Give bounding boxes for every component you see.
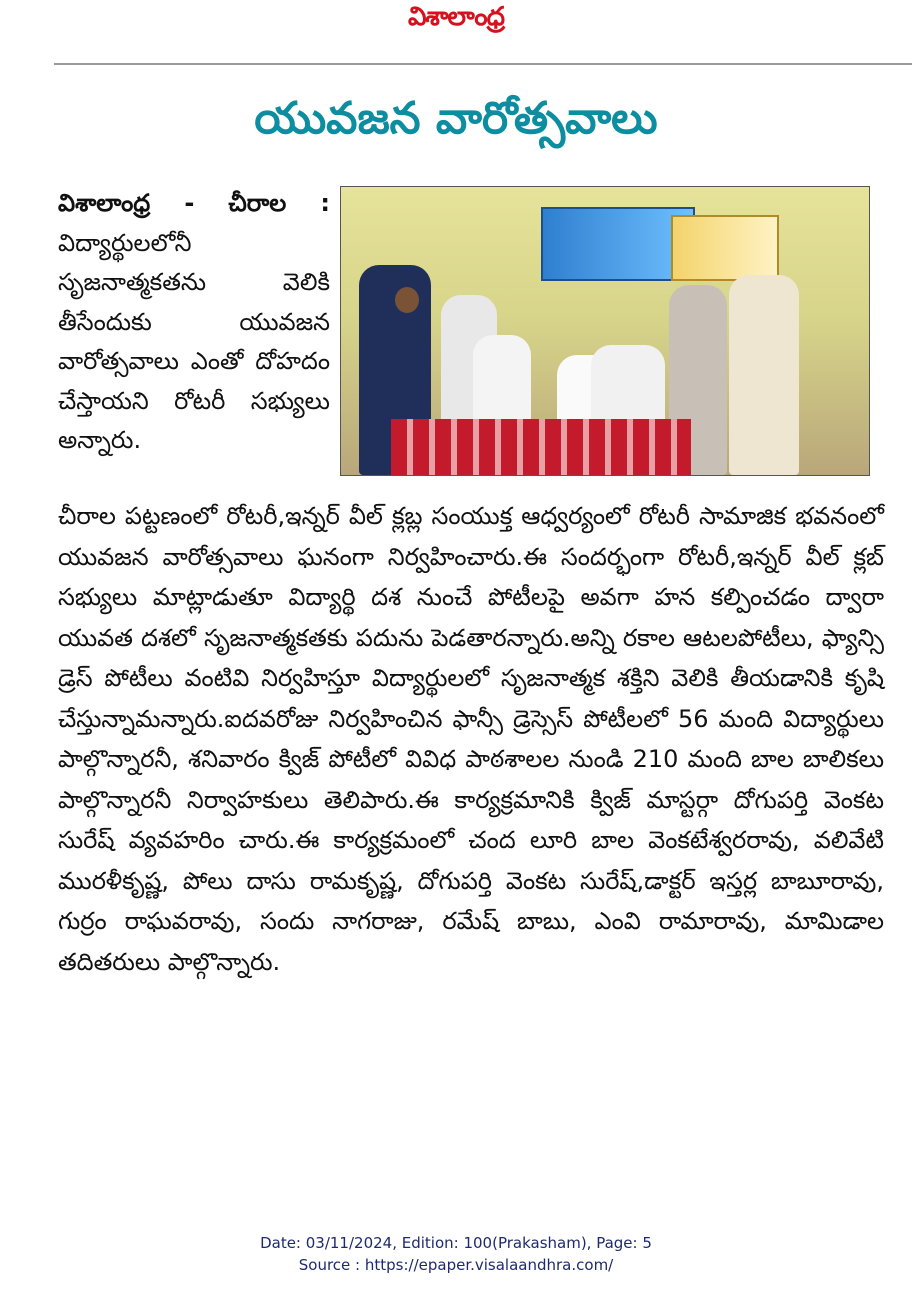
page-footer xyxy=(0,1232,912,1276)
photo-table xyxy=(391,419,691,475)
footer-edition-info: Date: 03/11/2024, Edition: 100(Prakasham), Page: 5 xyxy=(260,1234,652,1252)
newspaper-masthead xyxy=(0,0,912,40)
photo-person-head xyxy=(395,287,419,313)
photo-banner-secondary xyxy=(671,215,779,281)
article-body: చీరాల పట్టణంలో రోటరీ,ఇన్నర్ వీల్ క్లబ్ల సంయుక్త ఆధ్వర్యంలో రోటరీ సామాజిక భవనంలో యువజన వారోత్సవాలు ఘనంగా నిర్వహించారు.ఈ సందర్భంగా రోటరీ,ఇన్నర్ వీల్ క్లబ్ సభ్యులు మాట్లాడుతూ విద్యార్థి దశ నుంచే పోటీలపై అవగా హన కల్పించడం ద్వారా యువత దశలో సృజనాత్మకతకు పదును పెడతారన్నారు.అన్ని రకాల ఆటలపోటీలు, ఫ్యాన్సి డ్రెస్ పోటీలు వంటివి నిర్వహిస్తూ విద్యార్థులలో సృజనాత్మక శక్తిని వెలికి తీయడానికి కృషి చేస్తున్నామన్నారు.ఐదవరోజు నిర్వహించిన ఫాన్సీ డ్రెస్సెస్ పోటీలలో 56 మంది విద్యార్థులు పాల్గొన్నారనీ, శనివారం క్విజ్ పోటీలో వివిధ పాఠశాలల నుండి 210 మంది బాల బాలికలు పాల్గొన్నారనీ నిర్వాహకులు తెలిపారు.ఈ కార్యక్రమానికి క్విజ్ మాస్టర్గా దోగుపర్తి వెంకట సురేష్ వ్యవహరిం చారు.ఈ కార్యక్రమంలో చంద లూరి బాల వెంకటేశ్వరరావు, వలివేటి మురళీకృష్ణ, పోలు దాసు రామకృష్ణ, దోగుపర్తి వెంకట సురేష్,డాక్టర్ ఇస్తర్ల బాబూరావు, గుర్రం రాఘవరావు, సందు నాగరాజు, రమేష్ బాబు, ఎంవి రామారావు, మామిడాల తదితరులు పాల్గొన్నారు. xyxy=(58,502,884,976)
footer-source-link[interactable]: Source : https://epaper.visalaandhra.com/ xyxy=(298,1256,614,1274)
article-dateline: విశాలాంధ్ర - చీరాల : xyxy=(58,189,330,217)
article-lead-text: విద్యార్థులలోనీ సృజనాత్మకతను వెలికి తీసేందుకు యువజన వారోత్సవాలు ఎంతో దోహదం చేస్తాయని రోటరీ సభ్యులు అన్నారు. xyxy=(58,228,330,454)
event-photo xyxy=(340,186,870,476)
article-lead xyxy=(58,184,330,461)
article-headline: యువజన వారోత్సవాలు xyxy=(254,93,658,144)
header-divider xyxy=(54,63,912,65)
photo-person xyxy=(729,275,799,475)
masthead-logo: విశాలాంధ్ర xyxy=(408,2,504,32)
